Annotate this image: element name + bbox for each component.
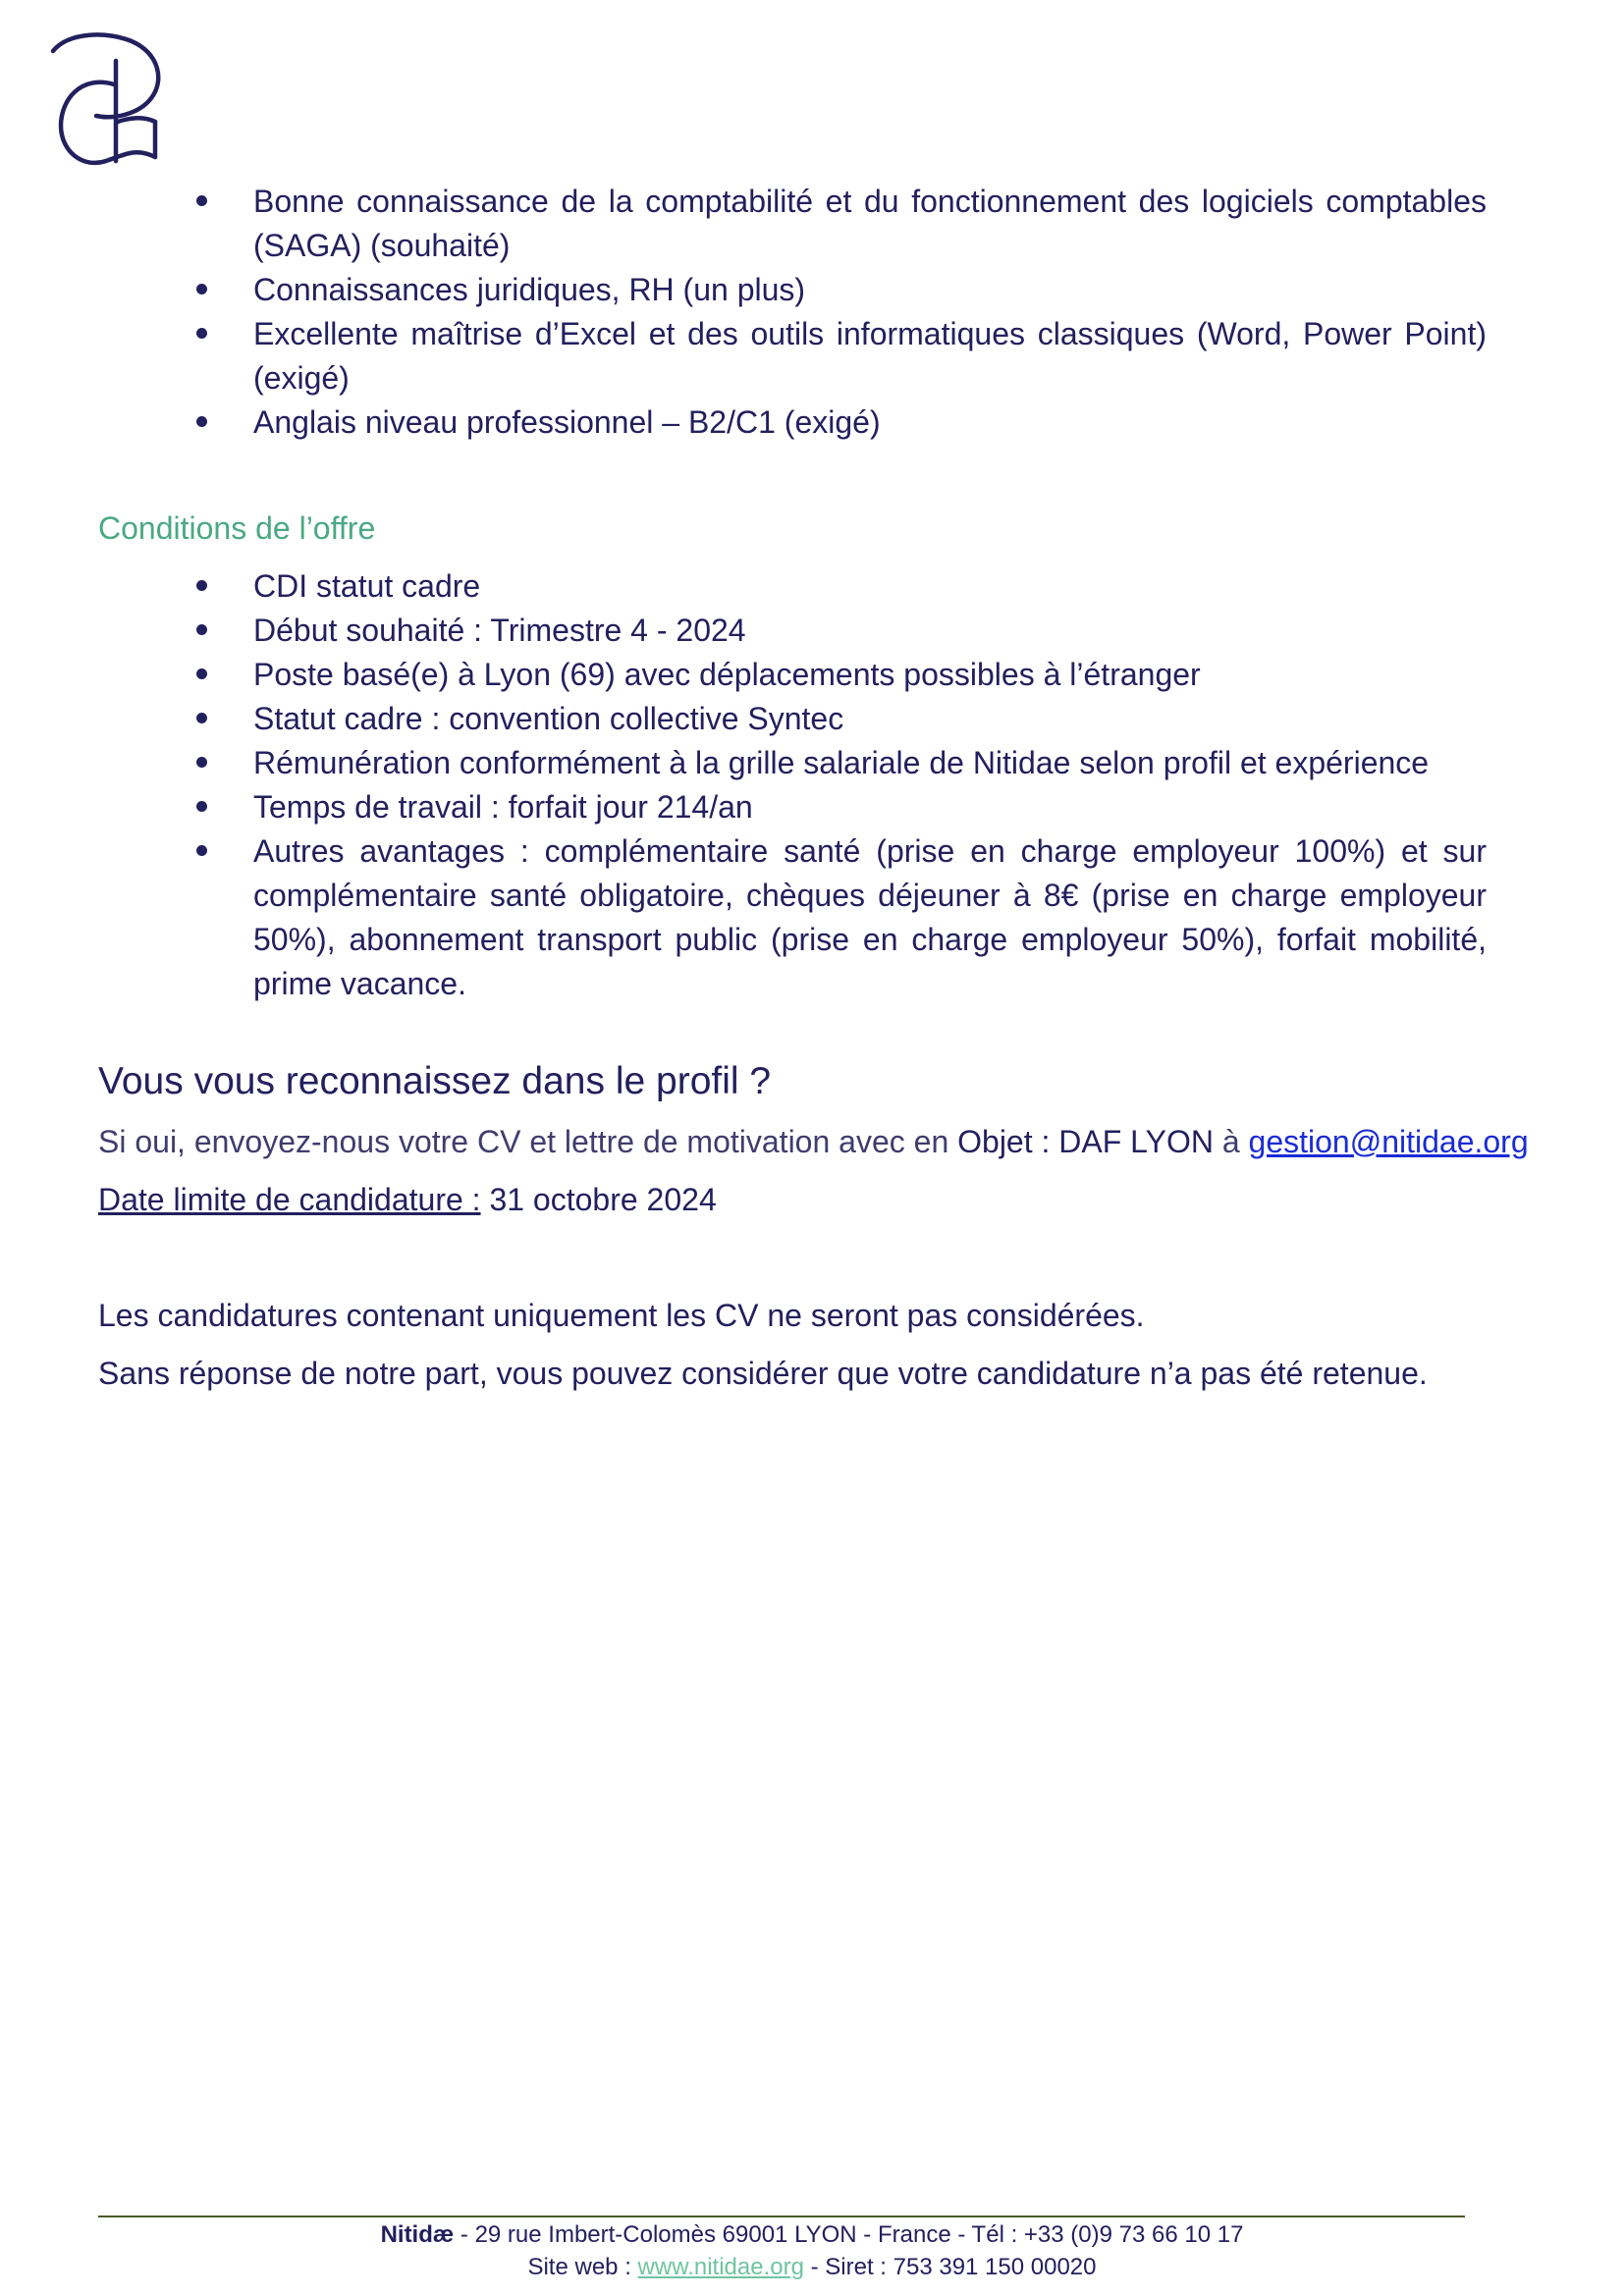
list-item (98, 180, 1487, 268)
note-cv-only: Les candidatures contenant uniquement les CV ne seront pas considérées. (98, 1298, 1145, 1333)
list-item (98, 400, 1487, 445)
footer-siret: - Siret : 753 391 150 00020 (803, 2254, 1097, 2280)
list-item-text: Rémunération conformément à la grille salariale de Nitidae selon profil et expérience (253, 745, 1430, 780)
note-no-response: Sans réponse de notre part, vous pouvez considérer que votre candidature n’a pas été retenue. (98, 1356, 1428, 1391)
footer-site (0, 2252, 1624, 2283)
bullet-icon (196, 845, 207, 856)
list-item-text: Connaissances juridiques, RH (un plus) (253, 272, 806, 307)
bullet-icon (196, 416, 207, 427)
footer-address-text: - 29 rue Imbert-Colomès 69001 LYON - France - Tél : +33 (0)9 73 66 10 17 (454, 2221, 1244, 2248)
bullet-icon (196, 580, 207, 591)
bullet-icon (196, 284, 207, 294)
bullet-icon (196, 757, 207, 768)
website-link[interactable]: www.nitidae.org (637, 2254, 804, 2280)
list-item (98, 312, 1487, 400)
apply-object-text: Objet : DAF LYON (957, 1124, 1214, 1159)
bullet-icon (196, 624, 207, 635)
deadline-label: Date limite de candidature : (98, 1182, 481, 1217)
list-item-text: Bonne connaissance de la comptabilité et du fonctionnement des logiciels comptables (SAGA) (souhaité) (253, 184, 1487, 263)
email-link[interactable]: gestion@nitidae.org (1248, 1124, 1529, 1159)
list-item (98, 741, 1487, 785)
list-item (98, 609, 1487, 653)
list-item (98, 785, 1487, 829)
conditions-list (98, 564, 1487, 1006)
bullet-icon (196, 668, 207, 679)
list-item-text: Début souhaité : Trimestre 4 - 2024 (253, 613, 746, 648)
list-item (98, 653, 1487, 697)
list-item-text: Autres avantages : complémentaire santé (prise en charge employeur 100%) et sur complémentaire santé obligatoire, chèques déjeuner à 8€ (prise en charge employeur 50%), abonnement transport public (prise en charge employeur 50%), forfait mobilité, prime vacance. (253, 833, 1487, 1001)
deadline (98, 1178, 717, 1222)
list-item (98, 268, 1487, 312)
profile-heading: Vous vous reconnaissez dans le profil ? (98, 1060, 772, 1102)
list-item-text: CDI statut cadre (253, 568, 481, 604)
bullet-icon (196, 328, 207, 339)
list-item (98, 829, 1487, 1006)
list-item-text: Statut cadre : convention collective Syntec (253, 701, 844, 736)
footer-address (0, 2219, 1624, 2251)
list-item (98, 564, 1487, 609)
footer-divider (98, 2216, 1465, 2217)
list-item-text: Anglais niveau professionnel – B2/C1 (exigé) (253, 404, 881, 440)
apply-to-text: à (1213, 1124, 1249, 1159)
skills-list (98, 180, 1487, 445)
apply-intro-text: Si oui, envoyez-nous votre CV et lettre de motivation avec en (98, 1124, 958, 1159)
footer-org-name: Nitidæ (380, 2221, 455, 2248)
bullet-icon (196, 801, 207, 812)
bullet-icon (196, 713, 207, 723)
list-item (98, 697, 1487, 741)
apply-instructions (98, 1120, 1529, 1164)
conditions-heading: Conditions de l’offre (98, 510, 376, 546)
nitidae-logo-icon (49, 31, 165, 169)
bullet-icon (196, 195, 207, 206)
footer-site-label: Site web : (527, 2254, 638, 2280)
deadline-value: 31 octobre 2024 (480, 1182, 717, 1217)
list-item-text: Temps de travail : forfait jour 214/an (253, 789, 753, 825)
list-item-text: Excellente maîtrise d’Excel et des outils informatiques classiques (Word, Power Point) (exigé) (253, 316, 1487, 396)
list-item-text: Poste basé(e) à Lyon (69) avec déplacements possibles à l’étranger (253, 657, 1201, 692)
